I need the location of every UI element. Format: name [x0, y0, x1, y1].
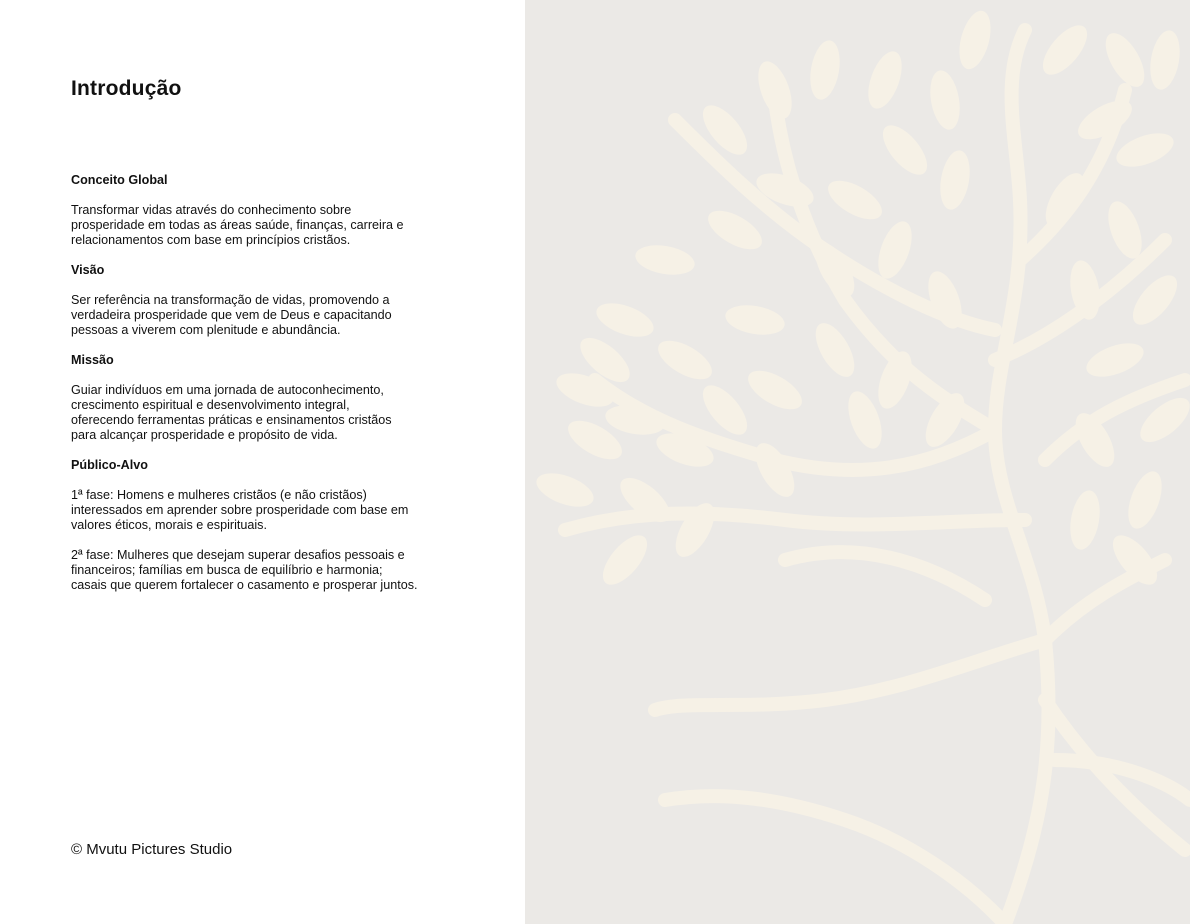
section-text-missao: Guiar indivíduos em uma jornada de autoconhecimento, crescimento espiritual e desenvolvimento integral, oferecendo ferramentas práticas e ensinamentos cristãos para alcançar prosperidade e propósito de vida. [71, 383, 392, 442]
tree-illustration-icon [525, 0, 1190, 924]
copyright-footer: © Mvutu Pictures Studio [71, 841, 233, 858]
decorative-panel [525, 0, 1190, 924]
page-title: Introdução [71, 77, 182, 100]
text-page [0, 0, 525, 924]
section-heading-visao: Visão [71, 263, 105, 277]
section-text-publico-fase-2: 2ª fase: Mulheres que desejam superar desafios pessoais e financeiros; famílias em busca de equilíbrio e harmonia; casais que querem fortalecer o casamento e prosperar juntos. [71, 548, 418, 592]
section-text-visao: Ser referência na transformação de vidas, promovendo a verdadeira prosperidade que vem de Deus e capacitando pessoas a viverem com plenitude e abundância. [71, 293, 392, 337]
section-heading-missao: Missão [71, 353, 114, 367]
section-heading-publico: Público-Alvo [71, 458, 148, 472]
section-text-conceito: Transformar vidas através do conhecimento sobre prosperidade em todas as áreas saúde, finanças, carreira e relacionamentos com base em princípios cristãos. [71, 203, 404, 247]
section-text-publico-fase-1: 1ª fase: Homens e mulheres cristãos (e não cristãos) interessados em aprender sobre prosperidade com base em valores éticos, morais e espirituais. [71, 488, 409, 532]
content-body [71, 173, 471, 593]
section-heading-conceito: Conceito Global [71, 173, 168, 187]
